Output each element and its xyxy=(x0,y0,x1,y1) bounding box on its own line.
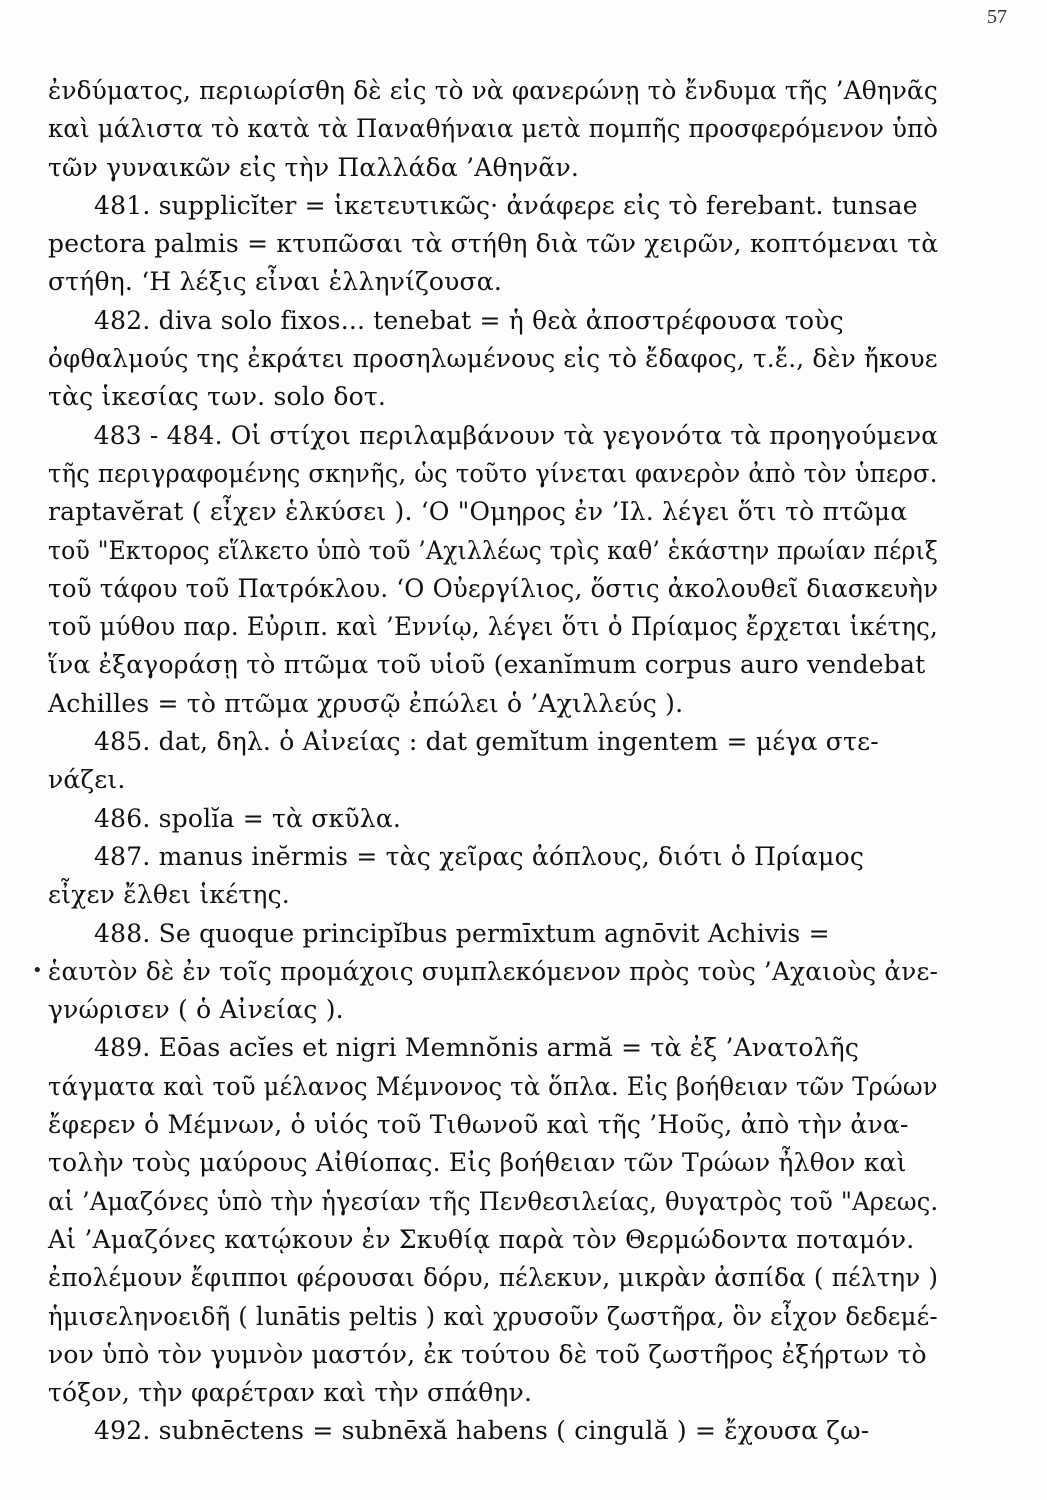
text-line: 482. diva solo fixos... tenebat = ἡ θεὰ ἀποστρέφουσα τοὺς xyxy=(94,305,844,335)
text-line: ὀφθαλμούς της ἐκράτει προσηλωμένους εἰς τὸ ἔδαφος, τ.ἔ., δὲν ἤκουε xyxy=(48,344,938,374)
text-line: raptavĕrat ( εἶχεν ἑλκύσει ). ‘Ο "Ομηρος ἐν ’Ιλ. λέγει ὅτι τὸ πτῶμα xyxy=(48,497,908,527)
text-line: 485. dat, δηλ. ὁ Αἰνείας : dat gemĭtum ingentem = μέγα στε- xyxy=(94,727,879,757)
text-line: τόξον, τὴν φαρέτραν καὶ τὴν σπάθην. xyxy=(48,1378,533,1408)
page-number: 57 xyxy=(987,6,1007,28)
text-line: 483 - 484. Οἱ στίχοι περιλαμβάνουν τὰ γεγονότα τὰ προηγούμενα xyxy=(93,420,939,450)
text-line: νάζει. xyxy=(48,765,126,795)
text-line: τολὴν τοὺς μαύρους Αἰθίοπας. Εἰς βοήθειαν τῶν Τρώων ἦλθον καὶ xyxy=(48,1148,907,1178)
text-line: ἐπολέμουν ἔφιπποι φέρουσαι δόρυ, πέλεκυν, μικρὰν ἀσπίδα ( πέλτην ) xyxy=(48,1263,939,1293)
text-line: 492. subnēctens = subnēxă habens ( cingulă ) = ἔχουσα ζω- xyxy=(94,1416,870,1446)
text-line: γνώρισεν ( ὁ Αἰνείας ). xyxy=(48,995,344,1025)
text-line: 489. Eōas acĭes et nigri Memnŏnis armă = τὰ ἐξ ’Ανατολῆς xyxy=(94,1033,860,1063)
commentary-text xyxy=(48,72,938,1451)
text-line: Achilles = τὸ πτῶμα χρυσῷ ἐπώλει ὁ ’Αχιλλεύς ). xyxy=(48,688,684,718)
text-line: ἑαυτὸν δὲ ἐν τοῖς προμάχοις συμπλεκόμενον πρὸς τοὺς ’Αχαιοὺς ἀνε- xyxy=(48,956,939,986)
text-line: εἶχεν ἔλθει ἱκέτης. xyxy=(48,880,290,910)
text-line: νον ὑπὸ τὸν γυμνὸν μαστόν, ἐκ τούτου δὲ τοῦ ζωστῆρος ἐξήρτων τὸ xyxy=(48,1339,927,1369)
text-line: τάγματα καὶ τοῦ μέλανος Μέμνονος τὰ ὅπλα. Εἰς βοήθειαν τῶν Τρώων xyxy=(48,1071,938,1101)
text-line: 481. supplicĭter = ἱκετευτικῶς· ἀνάφερε εἰς τὸ ferebant. tunsae xyxy=(94,190,918,220)
text-line: τοῦ "Εκτορος εἵλκετο ὑπὸ τοῦ ’Αχιλλέως τρὶς καθ’ ἑκάστην πρωίαν πέριξ xyxy=(48,535,939,565)
text-line: τοῦ μύθου παρ. Εὐριπ. καὶ ’Εννίῳ, λέγει ὅτι ὁ Πρίαμος ἔρχεται ἱκέτης, xyxy=(48,612,938,642)
text-line: Αἱ ’Αμαζόνες κατῴκουν ἐν Σκυθίᾳ παρὰ τὸν Θερμώδοντα ποταμόν. xyxy=(48,1224,915,1254)
text-line: τῆς περιγραφομένης σκηνῆς, ὡς τοῦτο γίνεται φανερὸν ἀπὸ τὸν ὑπερσ. xyxy=(48,458,938,488)
text-line: 486. spolĭa = τὰ σκῦλα. xyxy=(94,803,402,833)
text-line: τοῦ τάφου τοῦ Πατρόκλου. ‘Ο Οὐεργίλιος, ὅστις ἀκολουθεῖ διασκευὴν xyxy=(48,573,939,603)
text-line: τὰς ἱκεσίας των. solo δοτ. xyxy=(48,382,387,412)
text-line: ἵνα ἐξαγοράσῃ τὸ πτῶμα τοῦ υἱοῦ (exanĭmum corpus auro vendebat xyxy=(48,650,926,680)
text-line: αἱ ’Αμαζόνες ὑπὸ τὴν ἡγεσίαν τῆς Πενθεσιλείας, θυγατρὸς τοῦ "Αρεως. xyxy=(48,1186,939,1216)
text-line: στήθη. ‘Η λέξις εἶναι ἑλληνίζουσα. xyxy=(48,267,502,297)
text-line: ἐνδύματος, περιωρίσθη δὲ εἰς τὸ νὰ φανερώνῃ τὸ ἔνδυμα τῆς ’Αθηνᾶς xyxy=(48,76,938,105)
text-line: ἡμισεληνοειδῆ ( lunātis peltis ) καὶ χρυσοῦν ζωστῆρα, ὃν εἶχον δεδεμέ- xyxy=(48,1301,938,1331)
text-line: 487. manus inĕrmis = τὰς χεῖρας ἀόπλους, διότι ὁ Πρίαμος xyxy=(94,841,865,871)
text-line: καὶ μάλιστα τὸ κατὰ τὰ Παναθήναια μετὰ πομπῆς προσφερόμενον ὑπὸ xyxy=(48,114,939,144)
text-line: 488. Se quoque principĭbus permīxtum agnōvit Achivis = xyxy=(94,918,830,948)
text-line: ἔφερεν ὁ Μέμνων, ὁ υἱός τοῦ Τιθωνοῦ καὶ τῆς ’Ηοῦς, ἀπὸ τὴν ἀνα- xyxy=(48,1110,909,1140)
margin-mark: • xyxy=(32,960,43,981)
text-line: τῶν γυναικῶν εἰς τὴν Παλλάδα ’Αθηνᾶν. xyxy=(48,152,579,182)
text-line: pectora palmis = κτυπῶσαι τὰ στήθη διὰ τῶν χειρῶν, κοπτόμεναι τὰ xyxy=(48,229,939,259)
